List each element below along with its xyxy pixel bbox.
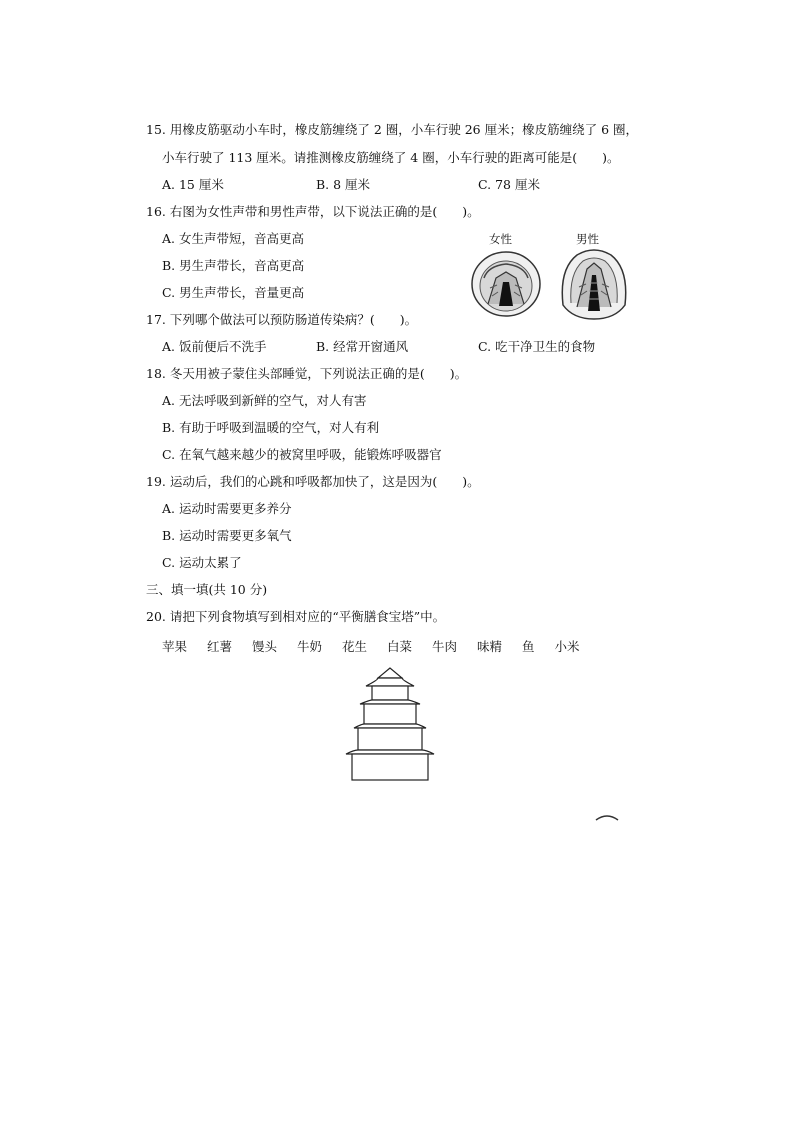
food-item: 花生 xyxy=(342,639,368,654)
q17-option-b: B. 经常开窗通风 xyxy=(316,339,409,354)
q16-option-b: B. 男生声带长，音高更高 xyxy=(162,258,305,273)
section3-title: 三、填一填(共 10 分) xyxy=(146,582,268,597)
food-item: 鱼 xyxy=(522,639,535,654)
q18-stem: 18. 冬天用被子蒙住头部睡觉，下列说法正确的是( )。 xyxy=(146,366,468,381)
food-item: 馒头 xyxy=(252,639,278,654)
female-label: 女性 xyxy=(489,232,512,246)
food-item: 牛肉 xyxy=(432,639,458,654)
q20-stem: 20. 请把下列食物填写到相对应的“平衡膳食宝塔”中。 xyxy=(146,609,446,624)
q15-option-b: B. 8 厘米 xyxy=(316,177,371,192)
food-item: 红薯 xyxy=(207,639,233,654)
q15-line1: 15. 用橡皮筋驱动小车时，橡皮筋缠绕了 2 圈，小车行驶 26 厘米；橡皮筋缠绕了 6 圈， xyxy=(146,122,639,137)
q19-option-b: B. 运动时需要更多氧气 xyxy=(162,528,292,543)
q15-option-a: A. 15 厘米 xyxy=(162,177,224,192)
food-list xyxy=(162,637,596,655)
food-item: 牛奶 xyxy=(297,639,323,654)
q15-line2: 小车行驶了 113 厘米。请推测橡皮筋缠绕了 4 圈，小车行驶的距离可能是( )。 xyxy=(162,150,620,165)
food-item: 白菜 xyxy=(387,639,413,654)
q19-option-a: A. 运动时需要更多养分 xyxy=(162,501,292,516)
q17-option-c: C. 吃干净卫生的食物 xyxy=(478,339,596,354)
male-label: 男性 xyxy=(576,232,599,246)
q19-option-c: C. 运动太累了 xyxy=(162,555,242,570)
page-edge-mark xyxy=(594,812,620,822)
q16-option-c: C. 男生声带长，音量更高 xyxy=(162,285,305,300)
q18-option-b: B. 有助于呼吸到温暖的空气，对人有利 xyxy=(162,420,380,435)
food-item: 小米 xyxy=(554,639,580,654)
q15-option-c: C. 78 厘米 xyxy=(478,177,540,192)
q17-option-a: A. 饭前便后不洗手 xyxy=(162,339,267,354)
q16-stem: 16. 右图为女性声带和男性声带，以下说法正确的是( )。 xyxy=(146,204,480,219)
female-vocal-cords-figure xyxy=(468,248,544,320)
q18-option-a: A. 无法呼吸到新鲜的空气，对人有害 xyxy=(162,393,367,408)
food-item: 味精 xyxy=(477,639,503,654)
food-pagoda-diagram xyxy=(340,664,440,788)
food-item: 苹果 xyxy=(162,639,188,654)
male-vocal-cords-figure xyxy=(555,245,633,323)
q19-stem: 19. 运动后，我们的心跳和呼吸都加快了，这是因为( )。 xyxy=(146,474,480,489)
q18-option-c: C. 在氧气越来越少的被窝里呼吸，能锻炼呼吸器官 xyxy=(162,447,442,462)
q16-option-a: A. 女生声带短，音高更高 xyxy=(162,231,304,246)
q17-stem: 17. 下列哪个做法可以预防肠道传染病？( )。 xyxy=(146,312,418,327)
